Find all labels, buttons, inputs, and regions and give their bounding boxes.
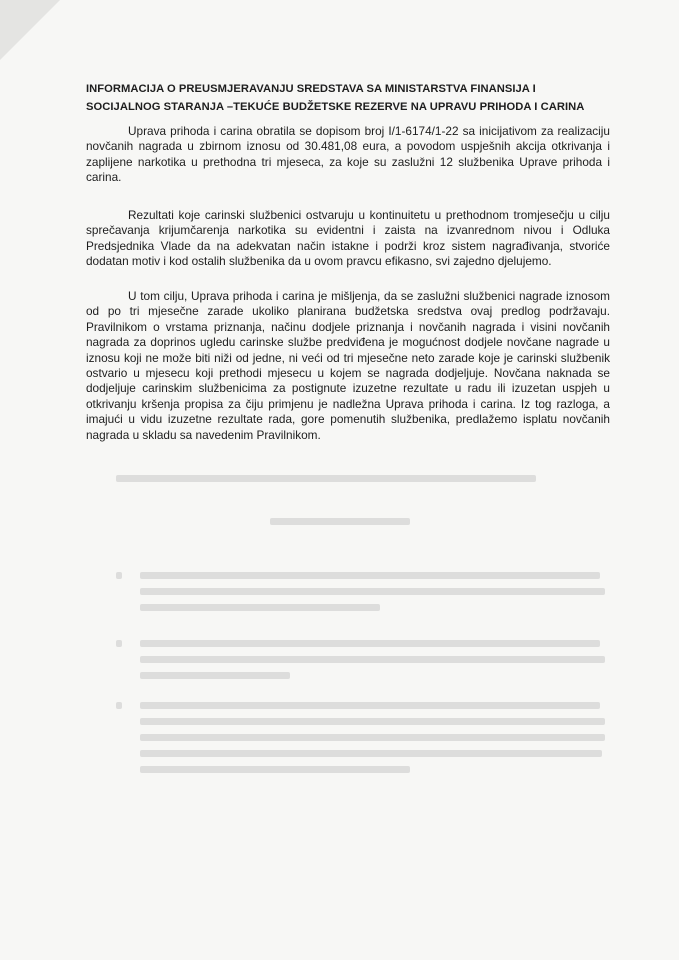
paragraph-proposal: U tom cilju, Uprava prihoda i carina je mišljenja, da se zaslužni službenici nagrade iznosom od po tri mjesečne zarade ukoliko planirana budžetska sredstva ovaj predlog podržavaju. Pravilnikom o vrstama priznanja, načinu dodjele priznanja i novčanih nagrada i visini novčanih nagrada za doprinos ugledu carinske službe predviđena je mogućnost dodjele novčane nagrade u iznosu koji ne može biti niži od jedne, ni veći od tri mjesečne neto zarade koje je carinski službenik ostvario u mjesecu koji prethodi mjesecu u kojem se nagrada dodjeljuje. Novčana naknada se dodjeljuje carinskim službenicima za postignute izuzetne rezultate u radu ili izuzetan uspjeh u otkrivanju kršenja propisa za čiju primjenu je nadležna Uprava prihoda i carina. Iz tog razloga, a imajući u vidu izuzetne rezultate rada, gore pomenutih službenika, predlažemo isplatu novčanih nagrada u skladu sa navedenim Pravilnikom. [86, 289, 610, 442]
faded-text-line [140, 750, 602, 757]
faded-text-line [140, 734, 605, 741]
faded-list-number [116, 702, 122, 709]
faded-text-line [116, 475, 536, 482]
faded-text-line [140, 572, 600, 579]
faded-text-line [140, 604, 380, 611]
faded-text-line [140, 588, 605, 595]
faded-text-line [140, 656, 605, 663]
faded-list-number [116, 640, 122, 647]
faded-heading [270, 518, 410, 525]
faded-text-line [140, 640, 600, 647]
faded-text-line [140, 766, 410, 773]
paragraph-initiative: Uprava prihoda i carina obratila se dopisom broj I/1-6174/1-22 sa inicijativom za realizaciju novčanih nagrada u zbirnom iznosu od 30.481,08 eura, a povodom uspješnih akcija otkrivanja i zaplijene narkotika u prethodna tri mjeseca, za koje su zaslužni 12 službenika Uprave prihoda i carina. [86, 124, 610, 185]
document-title: INFORMACIJA O PREUSMJERAVANJU SREDSTAVA SA MINISTARSTVA FINANSIJA I SOCIJALNOG STARANJA –TEKUĆE BUDŽETSKE REZERVE NA UPRAVU PRIHODA I CARINA [86, 83, 585, 113]
faded-text-line [140, 702, 600, 709]
faded-text-line [140, 672, 290, 679]
paragraph-results: Rezultati koje carinski službenici ostvaruju u kontinuitetu u prethodnom tromjesečju u cilju sprečavanja krijumčarenja narkotika su evidentni i zaista na izvanrednom nivou i Odluka Predsjednika Vlade da na adekvatan način istakne i podrži kroz sistem nagrađivanja, stvoriće dodatan motiv i kod ostalih službenika da u ovom pravcu efikasno, svi zajedno djelujemo. [86, 208, 610, 269]
faded-list-number [116, 572, 122, 579]
faded-text-line [140, 718, 605, 725]
page-corner-fold [0, 0, 60, 60]
